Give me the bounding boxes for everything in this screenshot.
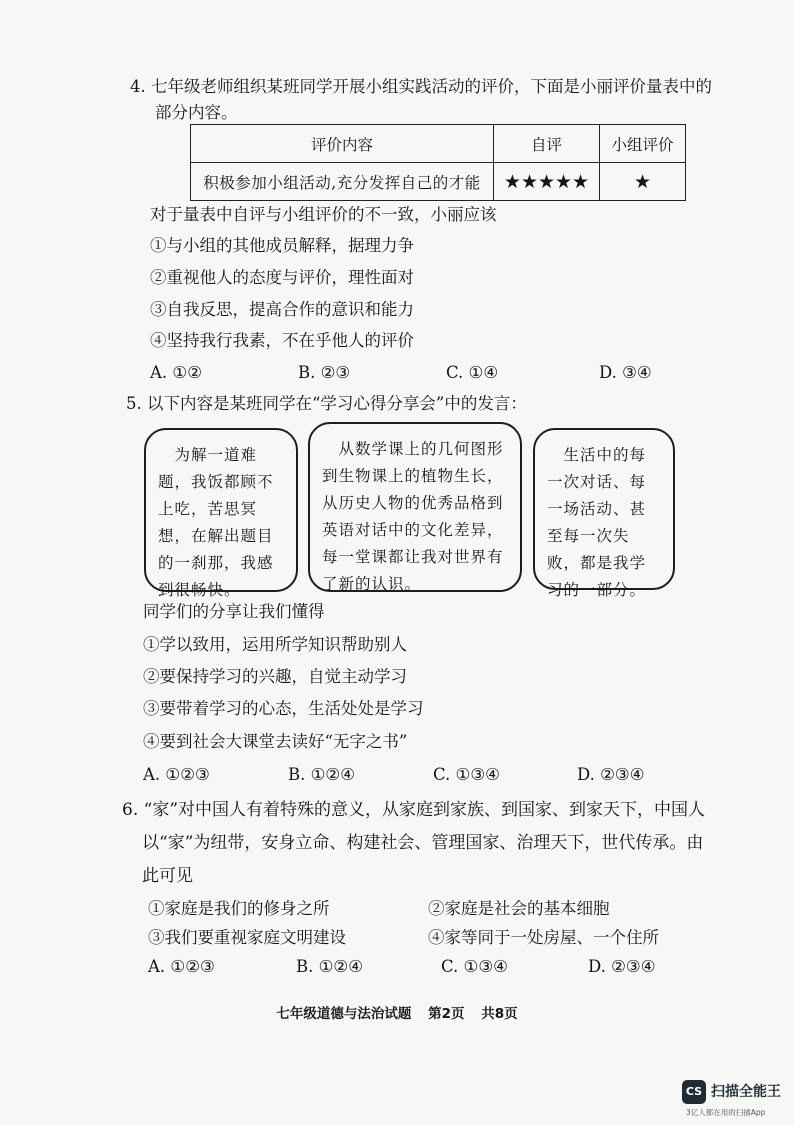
table-header-row: [191, 125, 686, 163]
q5-choice-c: C. ①③④: [433, 765, 500, 784]
speech-bubble-3: 生活中的每一次对话、每一场活动、甚至每一次失败，都是我学习的一部分。: [533, 428, 675, 590]
q5-option-2: ②要保持学习的兴趣，自觉主动学习: [143, 667, 407, 686]
q6-option-3: ③我们要重视家庭文明建设: [148, 928, 346, 947]
q4-choice-a: A. ①②: [150, 363, 202, 382]
q4-choice-d: D. ③④: [599, 363, 652, 382]
table-cell: 积极参加小组活动,充分发挥自己的才能: [191, 163, 494, 201]
q6-choice-c: C. ①③④: [441, 957, 508, 976]
speech-bubble-2: 从数学课上的几何图形到生物课上的植物生长，从历史人物的优秀品格到英语对话中的文化差异，每一堂课都让我对世界有了新的认识。: [308, 422, 522, 592]
table-row: [191, 163, 686, 201]
q6-choice-a: A. ①②③: [148, 957, 215, 976]
q6-stem-line1: 6. “家”对中国人有着特殊的意义，从家庭到家族、到国家、到家天下，中国人: [122, 800, 706, 820]
q5-option-1: ①学以致用，运用所学知识帮助别人: [143, 635, 407, 654]
q6-choice-d: D. ②③④: [588, 957, 656, 976]
q5-choice-a: A. ①②③: [143, 765, 210, 784]
q4-stem-line1: 4. 七年级老师组织某班同学开展小组实践活动的评价，下面是小丽评价量表中的: [130, 77, 712, 96]
q5-prompt: 同学们的分享让我们懂得: [143, 602, 325, 621]
camscanner-name: 扫描全能王: [711, 1084, 781, 1100]
q4-option-3: ③自我反思，提高合作的意识和能力: [150, 300, 414, 319]
q4-option-2: ②重视他人的态度与评价，理性面对: [150, 268, 414, 287]
table-header-cell: 自评: [494, 125, 600, 163]
q4-choice-c: C. ①④: [446, 363, 499, 382]
table-header-cell: 评价内容: [191, 125, 494, 163]
camscanner-logo-icon: CS: [682, 1080, 706, 1104]
q5-stem: 5. 以下内容是某班同学在“学习心得分享会”中的发言：: [126, 394, 527, 413]
q6-choice-b: B. ①②④: [296, 957, 363, 976]
q6-option-4: ④家等同于一处房屋、一个住所: [428, 928, 659, 947]
q4-option-1: ①与小组的其他成员解释，据理力争: [150, 236, 414, 255]
q5-option-4: ④要到社会大课堂去读好“无字之书”: [143, 732, 408, 751]
table-cell-self-rating: ★★★★★: [494, 163, 600, 201]
q4-prompt: 对于量表中自评与小组评价的不一致，小丽应该: [150, 205, 497, 224]
evaluation-table: [190, 124, 686, 201]
q4-option-4: ④坚持我行我素，不在乎他人的评价: [150, 331, 414, 350]
q5-option-3: ③要带着学习的心态，生活处处是学习: [143, 699, 424, 718]
q4-choice-b: B. ②③: [298, 363, 351, 382]
q5-choice-d: D. ②③④: [577, 765, 645, 784]
q5-choice-b: B. ①②④: [288, 765, 355, 784]
q6-stem-line3: 此可见: [142, 866, 193, 886]
q6-option-2: ②家庭是社会的基本细胞: [428, 899, 610, 918]
table-header-cell: 小组评价: [600, 125, 686, 163]
table-cell-group-rating: ★: [600, 163, 686, 201]
speech-bubble-1: 为解一道难题，我饭都顾不上吃，苦思冥想，在解出题目的一刹那，我感到很畅快。: [144, 428, 298, 592]
page-footer: 七年级道德与法治试题 第2页 共8页: [276, 1006, 518, 1022]
q4-stem-line2: 部分内容。: [155, 103, 238, 122]
camscanner-tagline: 3亿人都在用的扫描App: [686, 1108, 766, 1117]
q6-stem-line2: 以“家”为纽带，安身立命、构建社会、管理国家、治理天下，世代传承。由: [142, 833, 704, 853]
q6-option-1: ①家庭是我们的修身之所: [148, 899, 330, 918]
